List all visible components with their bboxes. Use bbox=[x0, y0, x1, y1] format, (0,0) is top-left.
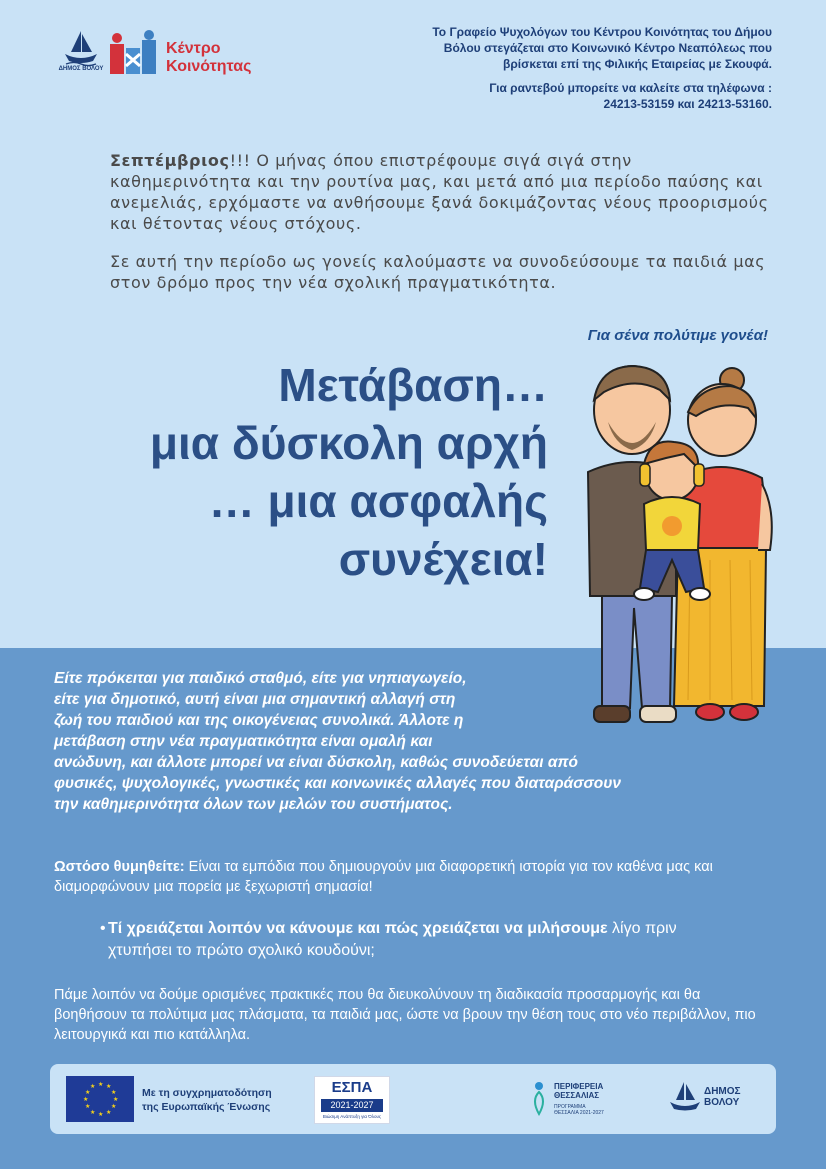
dimos-logo-text: ΔΗΜΟΣ ΒΟΛΟΥ bbox=[58, 66, 104, 72]
svg-text:★: ★ bbox=[85, 1089, 91, 1096]
phone-numbers: 24213-53159 και 24213-53160. bbox=[603, 97, 772, 111]
eu-text-line-2: της Ευρωπαϊκής Ένωσης bbox=[142, 1101, 271, 1113]
bullet-dot-icon: • bbox=[100, 920, 106, 937]
svg-text:★: ★ bbox=[90, 1109, 96, 1116]
kk-logo-text-1: Κέντρο bbox=[166, 40, 221, 57]
intro-paragraph-1 bbox=[110, 150, 770, 234]
info-line: βρίσκεται επί της Φιλικής Εταιρείας με Σκουφά. bbox=[503, 57, 772, 71]
region-program bbox=[554, 1104, 604, 1116]
dimos-footer-line-2: ΒΟΛΟΥ bbox=[704, 1097, 740, 1108]
dear-parent-line: Για σένα πολύτιμε γονέα! bbox=[587, 327, 768, 344]
intro-paragraph-1-text: !!! Ο μήνας όπου επιστρέφουμε σιγά σιγά στην καθημερινότητα και την ρουτίνα μας, και μετά από μια περίοδο παύσης και ανεμελιάς, ερχόμαστε να ανθήσουμε ξανά δοκιμάζοντας νέους προορισμούς και θέτοντας νέους στόχους. bbox=[110, 151, 769, 233]
dimos-volou-footer-logo bbox=[668, 1078, 768, 1122]
espa-subtitle: Βιώσιμη Ανάπτυξη για Όλους bbox=[322, 1114, 382, 1119]
header-info bbox=[352, 24, 772, 112]
bullet-bold-text: Τί χρειάζεται λοιπόν να κάνουμε και πώς χρειάζεται να μιλήσουμε bbox=[108, 920, 608, 937]
funding-footer bbox=[50, 1064, 776, 1134]
eu-cofunding-text bbox=[142, 1086, 272, 1114]
intro-text bbox=[110, 150, 770, 310]
lead-paragraph bbox=[54, 668, 774, 815]
region-program-line-1: ΠΡΟΓΡΑΜΜΑ bbox=[554, 1104, 586, 1110]
lead-line-2: είτε για δημοτικό, αυτή είναι μια σημαντική αλλαγή στη bbox=[54, 691, 456, 708]
svg-text:★: ★ bbox=[113, 1096, 119, 1103]
svg-text:★: ★ bbox=[98, 1111, 104, 1118]
page-title bbox=[70, 356, 548, 588]
svg-text:★: ★ bbox=[106, 1083, 112, 1090]
dimos-volou-logo bbox=[58, 28, 104, 78]
lead-line-3: ζωή του παιδιού και της οικογένειας συνολικά. Άλλοτε η bbox=[54, 712, 464, 729]
region-title-line-2: ΘΕΣΣΑΛΙΑΣ bbox=[554, 1091, 600, 1100]
info-line: Το Γραφείο Ψυχολόγων του Κέντρου Κοινότητας του Δήμου bbox=[432, 25, 772, 39]
dimos-footer-text bbox=[704, 1086, 741, 1108]
espa-logo bbox=[314, 1076, 390, 1124]
region-title bbox=[554, 1082, 603, 1100]
svg-text:★: ★ bbox=[90, 1083, 96, 1090]
thessaly-region-logo bbox=[528, 1078, 648, 1122]
lead-line-5: ανώδυνη, και άλλοτε μπορεί να είναι δύσκολη, καθώς συνοδεύεται από bbox=[54, 754, 579, 771]
remember-label: Ωστόσο θυμηθείτε: bbox=[54, 859, 185, 875]
practical-paragraph: Πάμε λοιπόν να δούμε ορισμένες πρακτικές που θα διευκολύνουν τη διαδικασία προσαρμογής και θα βοηθήσουν τα πολύτιμα μας πλάσματα, τα παιδιά μας, ώστε να βρουν την θέση τους στο νέο περιβάλλον, πιο λειτουργικά και πιο κατάλληλα. bbox=[54, 987, 756, 1043]
title-line-2: μια δύσκολη αρχή bbox=[149, 417, 548, 469]
lead-line-4: μετάβαση στην νέα πραγματικότητα είναι ομαλή και bbox=[54, 733, 433, 750]
lead-line-6: φυσικές, ψυχολογικές, γνωστικές και κοινωνικές αλλαγές που διαταράσσουν bbox=[54, 775, 622, 792]
dimos-footer-line-1: ΔΗΜΟΣ bbox=[704, 1086, 741, 1097]
lead-line-1: Είτε πρόκειται για παιδικό σταθμό, είτε για νηπιαγωγείο, bbox=[54, 670, 467, 687]
remember-paragraph bbox=[54, 857, 774, 897]
espa-title: ΕΣΠΑ bbox=[331, 1079, 373, 1096]
intro-paragraph-2: Σε αυτή την περίοδο ως γονείς καλούμαστε να συνοδεύσουμε τα παιδιά μας στον δρόμο προς την νέα σχολική πραγματικότητα. bbox=[110, 252, 766, 292]
appointment-line: Για ραντεβού μπορείτε να καλείτε στα τηλέφωνα : bbox=[489, 81, 772, 95]
region-program-line-2: ΘΕΣΣΑΛΙΑ 2021-2027 bbox=[554, 1110, 604, 1116]
region-icon bbox=[528, 1078, 550, 1118]
eu-text-line-1: Με τη συγχρηματοδότηση bbox=[142, 1087, 272, 1099]
svg-text:★: ★ bbox=[85, 1103, 91, 1110]
info-line: Βόλου στεγάζεται στο Κοινωνικό Κέντρο Νεαπόλεως που bbox=[443, 41, 772, 55]
espa-years: 2021-2027 bbox=[321, 1099, 383, 1112]
svg-text:★: ★ bbox=[83, 1096, 89, 1103]
svg-text:★: ★ bbox=[106, 1109, 112, 1116]
title-line-1: Μετάβαση… bbox=[278, 359, 548, 411]
eu-flag-icon bbox=[66, 1076, 134, 1122]
region-title-line-1: ΠΕΡΙΦΕΡΕΙΑ bbox=[554, 1082, 604, 1091]
kentro-koinotitas-logo bbox=[108, 30, 268, 78]
question-bullet bbox=[100, 918, 708, 962]
remember-text: Είναι τα εμπόδια που δημιουργούν μια διαφορετική ιστορία για τον καθένα μας και διαμορφώνουν μια πορεία με ξεχωριστή σημασία! bbox=[54, 859, 713, 895]
ship-icon bbox=[668, 1078, 702, 1118]
title-line-3: … μια ασφαλής bbox=[208, 475, 548, 527]
svg-text:★: ★ bbox=[111, 1103, 117, 1110]
svg-text:★: ★ bbox=[98, 1081, 104, 1088]
kk-logo-text-2: Κοινότητας bbox=[166, 58, 252, 75]
lead-line-7: την καθημερινότητα όλων των μελών του συστήματος. bbox=[54, 796, 453, 813]
month-name: Σεπτέμβριος bbox=[110, 151, 230, 170]
svg-text:★: ★ bbox=[111, 1089, 117, 1096]
bullet-text: λίγο πριν χτυπήσει το πρώτο σχολικό κουδούνι; bbox=[108, 920, 677, 959]
title-line-4: συνέχεια! bbox=[338, 533, 548, 585]
